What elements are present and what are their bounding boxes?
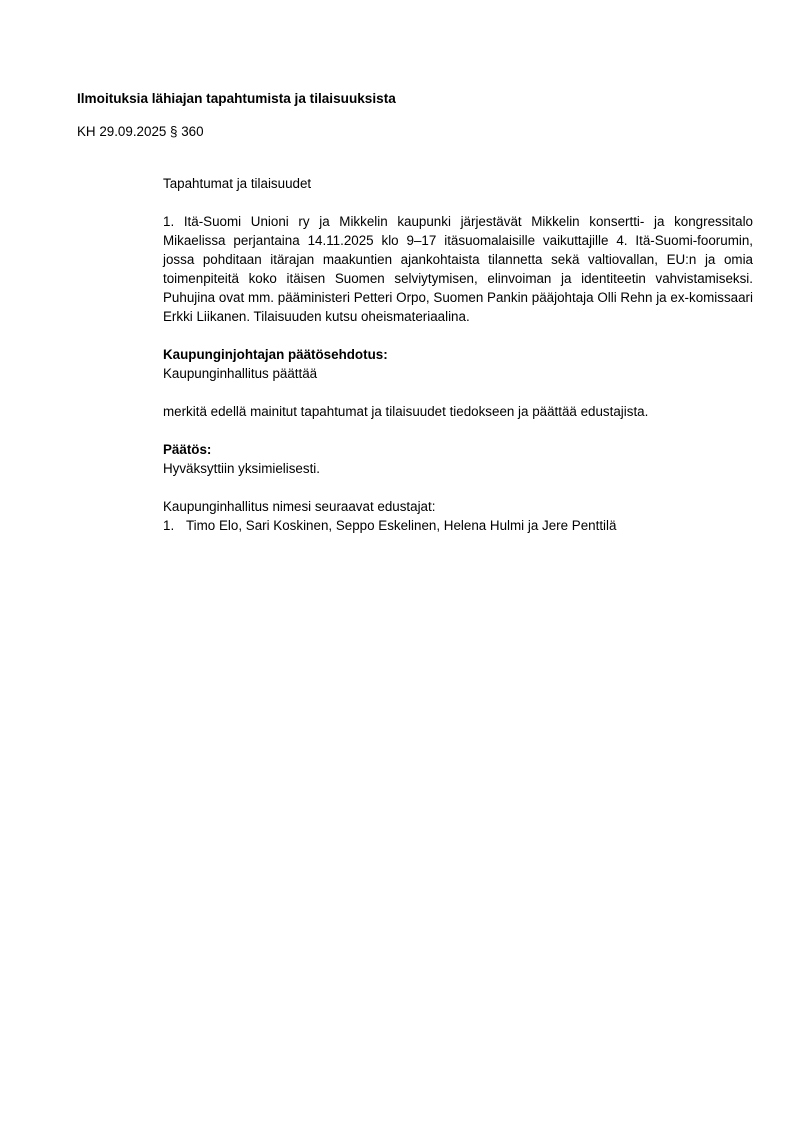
spacer [163,478,753,497]
spacer [163,383,753,402]
decision-text: Hyväksyttiin yksimielisesti. [163,461,320,476]
list-item-number: 1. [163,518,175,533]
list-item-names: Timo Elo, Sari Koskinen, Seppo Eskelinen, Helena Hulmi ja Jere Penttilä [186,518,617,533]
document-title: Ilmoituksia lähiajan tapahtumista ja tilaisuuksista [77,91,396,106]
document-body [163,174,753,535]
spacer [163,421,753,440]
proposal-text: merkitä edellä mainitut tapahtumat ja tilaisuudet tiedokseen ja päättää edustajista. [163,404,649,419]
proposal-intro: Kaupunginhallitus päättää [163,366,318,381]
list-item [163,516,753,535]
representatives-intro: Kaupunginhallitus nimesi seuraavat edustajat: [163,499,436,514]
event-paragraph: 1. Itä-Suomi Unioni ry ja Mikkelin kaupunki järjestävät Mikkelin konsertti- ja kongressitalo Mikaelissa perjantaina 14.11.2025 klo 9–17 itäsuomalaisille vaikuttajille 4. Itä-Suomi-foorumin, jossa pohditaan itärajan maakuntien ajankohtaista tilannetta sekä valtiovallan, EU:n ja omia toimenpiteitä koko itäisen Suomen selviytymisen, elinvoiman ja identiteetin vahvistamiseksi. Puhujina ovat mm. pääministeri Petteri Orpo, Suomen Pankin pääjohtaja Olli Rehn ja ex-komissaari Erkki Liikanen. Tilaisuuden kutsu oheismateriaalina. [163,214,753,324]
section-heading: Tapahtumat ja tilaisuudet [163,176,312,191]
spacer [163,326,753,345]
representatives-list [163,516,753,535]
spacer [163,193,753,212]
decision-heading: Päätös: [163,442,212,457]
meeting-reference: KH 29.09.2025 § 360 [77,124,204,139]
proposal-heading: Kaupunginjohtajan päätösehdotus: [163,347,388,362]
